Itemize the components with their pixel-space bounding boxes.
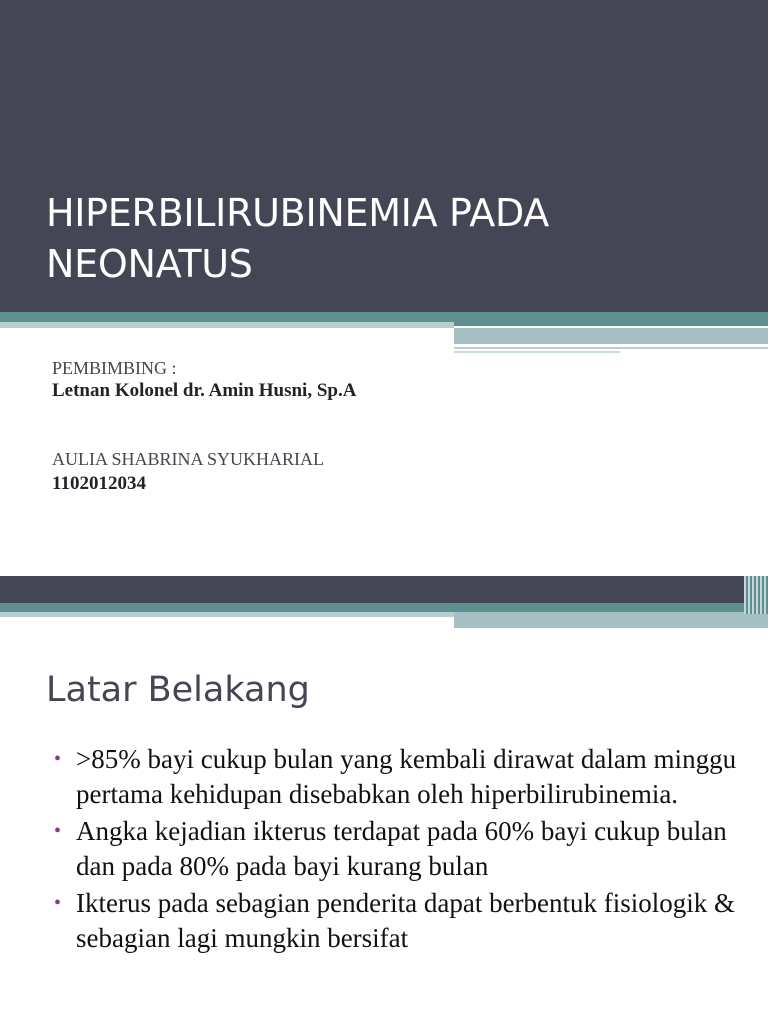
list-item (54, 742, 754, 812)
title-header-panel (0, 0, 768, 312)
decorative-band (454, 328, 768, 344)
decorative-band (454, 612, 768, 628)
student-name: AULIA SHABRINA SYUKHARIAL (52, 449, 325, 469)
content-slide (0, 576, 768, 1024)
content-header-bar (0, 576, 768, 603)
slide-title: HIPERBILIRUBINEMIA PADA NEONATUS (46, 191, 549, 286)
advisor-label: PEMBIMBING : (52, 358, 177, 378)
section-heading: Latar Belakang (46, 670, 310, 710)
decorative-line (454, 347, 768, 349)
bullet-icon: • (54, 820, 62, 842)
bullet-icon: • (54, 748, 62, 770)
student-id: 1102012034 (52, 473, 146, 494)
decorative-stripes (744, 576, 768, 614)
decorative-line (454, 351, 620, 353)
bullet-list (54, 742, 754, 958)
advisor-name: Letnan Kolonel dr. Amin Husni, Sp.A (52, 380, 357, 401)
list-item (54, 814, 754, 884)
bullet-icon: • (54, 892, 62, 914)
decorative-band (0, 612, 454, 617)
decorative-band (0, 322, 454, 328)
bullet-text: Ikterus pada sebagian penderita dapat berbentuk fisiologik & sebagian lagi mungkin bersifat (76, 888, 736, 953)
bullet-text: Angka kejadian ikterus terdapat pada 60% bayi cukup bulan dan pada 80% pada bayi kurang bulan (76, 816, 727, 881)
bullet-text: >85% bayi cukup bulan yang kembali dirawat dalam minggu pertama kehidupan disebabkan oleh hiperbilirubinemia. (76, 744, 737, 809)
decorative-band (0, 603, 768, 612)
list-item (54, 886, 754, 956)
